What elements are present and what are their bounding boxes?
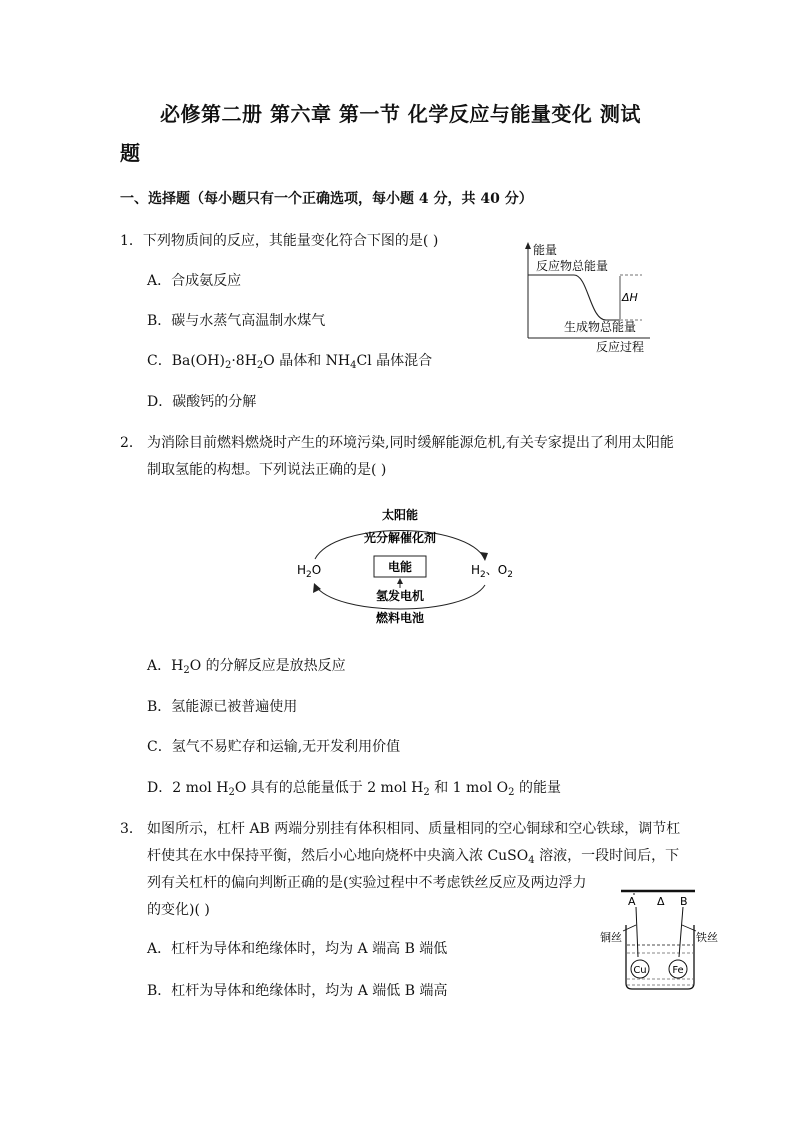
cycle-water-label: $H_2O$	[297, 563, 322, 580]
question-3-option-a: A．杠杆为导体和绝缘体时，均为 A 端高 B 端低	[147, 941, 448, 957]
question-3-option-b: B．杠杆为导体和绝缘体时，均为 A 端低 B 端高	[147, 983, 448, 999]
page-title-continued: 题	[120, 141, 141, 165]
cycle-products-label: $H_2$、$O_2$	[471, 563, 513, 580]
copper-wire-label: 铜丝	[600, 931, 622, 944]
copper-ball-label: Cu	[633, 965, 647, 976]
lever-end-a: A	[628, 895, 636, 908]
left-wire-pointer	[623, 925, 636, 931]
left-wire-lower	[636, 907, 638, 957]
question-1-option-d: D．碳酸钙的分解	[147, 394, 257, 410]
question-2-stem-line2: 制取氢能的构想。下列说法正确的是( )	[147, 462, 387, 478]
question-2-number: 2．	[120, 435, 143, 451]
energy-axis-arrow	[525, 242, 531, 249]
question-2-option-b: B．氢能源已被普遍使用	[147, 699, 298, 715]
question-3-stem-line3: 列有关杠杆的偏向判断正确的是(实验过程中不考虑铁丝反应及两边浮力	[147, 875, 587, 891]
cycle-top-arrowhead	[480, 552, 488, 561]
question-2-option-a: A．$H_2O$ 的分解反应是放热反应	[147, 658, 346, 676]
question-3-number: 3．	[120, 821, 143, 837]
question-2-option-c: C．氢气不易贮存和运输,无开发利用价值	[147, 739, 401, 755]
section-heading: 一、选择题（每小题只有一个正确选项，每小题 4 分，共 40 分）	[120, 191, 533, 207]
cycle-fuel-cell-label: 燃料电池	[375, 611, 425, 625]
cycle-catalyst-label: 光分解催化剂	[363, 531, 437, 545]
cycle-generator-label: 氢发电机	[375, 589, 425, 603]
question-1-stem: 1．下列物质间的反应，其能量变化符合下图的是( )	[120, 233, 439, 249]
lever-end-b: B	[680, 895, 688, 908]
energy-y-label: 能量	[533, 243, 558, 257]
beaker	[626, 925, 694, 989]
reaction-progress-label: 反应过程	[596, 340, 645, 354]
question-1-option-c: C．$Ba(OH)_2\cdot 8H_2O$ 晶体和 $NH_4Cl$ 晶体混合	[147, 353, 433, 371]
reactant-energy-label: 反应物总能量	[536, 259, 609, 273]
question-3-stem-line4: 的变化)( )	[147, 902, 210, 918]
question-1-option-a: A．合成氨反应	[147, 273, 242, 289]
iron-ball-label: Fe	[672, 965, 684, 976]
question-3-stem-line1: 如图所示，杠杆 AB 两端分别挂有体积相同、质量相同的空心铜球和空心铁球，调节杠	[147, 821, 681, 837]
lever-pivot: Δ	[657, 895, 665, 908]
energy-curve	[528, 275, 620, 320]
hydrogen-cycle-diagram	[285, 503, 515, 628]
cycle-bottom-arrowhead	[313, 583, 321, 593]
cycle-electric-label: 电能	[387, 560, 413, 574]
product-energy-label: 生成物总能量	[564, 320, 637, 334]
delta-h-label: ΔH	[622, 291, 638, 304]
iron-wire-label: 铁丝	[696, 931, 718, 944]
question-3-stem-line2: 杆使其在水中保持平衡，然后小心地向烧杯中央滴入浓 CuSO$_4$ 溶液，一段时间后，下	[147, 848, 680, 866]
question-1-option-b: B．碳与水蒸气高温制水煤气	[147, 313, 326, 329]
question-2-stem-line1: 为消除目前燃料燃烧时产生的环境污染,同时缓解能源危机,有关专家提出了利用太阳能	[147, 435, 674, 451]
page-title: 必修第二册 第六章 第一节 化学反应与能量变化 测试	[160, 102, 641, 126]
lever-beaker-diagram	[598, 885, 723, 995]
right-wire-lower	[679, 907, 683, 957]
question-2-option-d: D．2 mol $H_2O$ 具有的总能量低于 2 mol $H_2$ 和 1 mol $O_2$ 的能量	[147, 780, 561, 798]
energy-diagram	[516, 240, 656, 355]
cycle-up-arrowhead	[397, 578, 403, 584]
cycle-solar-label: 太阳能	[381, 508, 419, 522]
